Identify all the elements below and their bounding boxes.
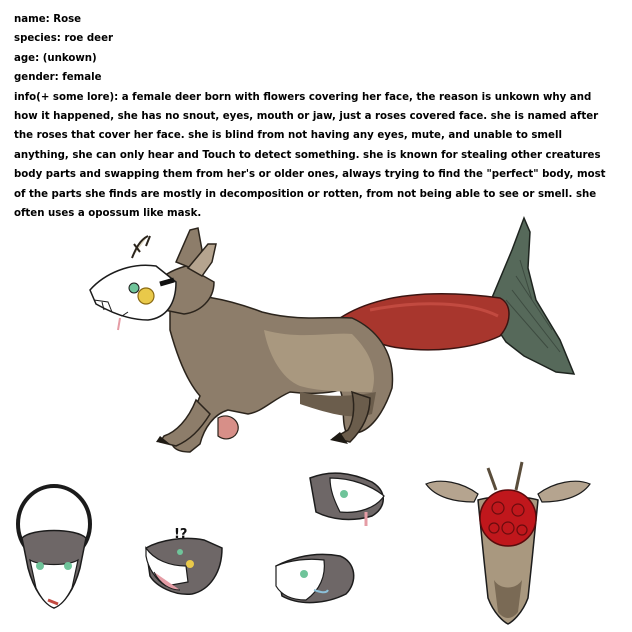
expression-marks: !?: [174, 527, 188, 542]
biting-head-drawing: [146, 527, 222, 594]
yellow-flower-icon: [138, 288, 154, 304]
name-line: name: Rose: [14, 14, 82, 25]
rose-face-drawing: [426, 462, 590, 624]
rose-cluster-icon: [480, 490, 536, 546]
side-head-drawing-bottom: [276, 554, 354, 602]
species-line: species: roe deer: [14, 33, 114, 45]
fish-fin-tail: [486, 218, 574, 374]
side-head-drawing-top: [310, 473, 384, 526]
sketch-row: [0, 440, 632, 632]
pink-paw: [218, 416, 238, 439]
age-line: age: (unkown): [14, 52, 97, 64]
opossum-mask-drawing: [18, 486, 90, 608]
gender-line: gender: female: [14, 72, 102, 84]
mask-eye-icon: [129, 283, 139, 293]
info-lore-paragraph: info(+ some lore): a female deer born with flowers covering her face, the reason is unkown why and how it happened, she has no snout, eyes, mouth or jaw, just a roses covered face. she is named after the roses that cover her face. she is blind from not having any eyes, mute, and unable to smell anything, she can only hear and Touch to detect something. she is known for stealing other creatures body parts and swapping them from her's or older ones, always trying to find the "perfect" body, most of the parts she finds are mostly in decomposition or rotten, from not being able to see or smell. she often uses a opossum like mask.: [14, 91, 606, 220]
